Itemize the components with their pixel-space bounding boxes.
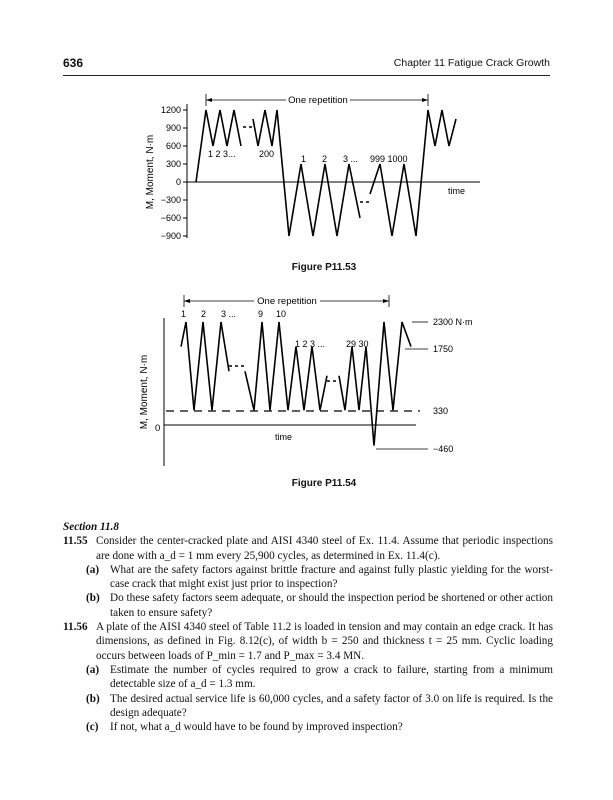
figure-caption: Figure P11.53 <box>291 262 357 273</box>
y-tick-label: −900 <box>160 231 181 241</box>
valley-label: 999 1000 <box>370 154 408 164</box>
cycle-label: 3 ... <box>221 309 237 319</box>
problem-part <box>86 663 553 692</box>
y-tick-label: −300 <box>160 195 181 205</box>
level-label-330: 330 <box>433 406 449 416</box>
figure-caption: Figure P11.54 <box>291 478 357 489</box>
running-head: Chapter 11 Fatigue Crack Growth <box>393 57 550 69</box>
cycle-label-200: 200 <box>259 149 275 159</box>
y-tick-label: 600 <box>165 141 181 151</box>
part-text: Estimate the number of cycles required to grow a crack to failure, starting from a minimum detectable size of a_d = 1.3 mm. <box>110 663 553 691</box>
part-text: What are the safety factors against brittle fracture and against fully plastic yielding for the worst-case crack that might exist just prior to inspection? <box>110 563 553 591</box>
part-text: Do these safety factors seem adequate, or should the inspection period be shortened or other action taken to ensure safety? <box>110 592 553 619</box>
problem-number: 11.56 <box>63 621 88 634</box>
load-history-line <box>245 322 327 410</box>
problem-section <box>63 520 553 734</box>
problem-text: A plate of the AISI 4340 steel of Table 11.2 is loaded in tension and may contain an edge crack. It has dimensions, as defined in Fig. 8.12(c), of width b = 250 and thickness t = 25 mm. Cyclic loading occurs between loads of P_min = 1.7 and P_max = 3.4 MN. <box>96 621 553 662</box>
load-history-line <box>370 110 456 236</box>
repetition-label: One repetition <box>288 95 348 106</box>
load-history-line <box>181 322 229 410</box>
cycle-labels: 1 2 3... <box>208 149 236 159</box>
problem-part <box>86 563 553 592</box>
part-label: (b) <box>86 692 100 705</box>
problem-part <box>86 720 553 734</box>
repetition-label: One repetition <box>257 296 317 307</box>
zero-label: 0 <box>155 423 161 434</box>
y-axis-label: M, Moment, N·m <box>145 134 156 210</box>
part-label: (a) <box>86 663 100 676</box>
level-label-1750: 1750 <box>433 344 454 354</box>
problem-11-56 <box>63 620 553 663</box>
part-label: (b) <box>86 592 100 605</box>
level-label-2300: 2300 N·m <box>433 317 473 327</box>
valley-label: 1 <box>301 154 307 164</box>
problem-part <box>86 591 553 620</box>
part-label: (a) <box>86 563 100 576</box>
load-history-line <box>196 110 241 182</box>
y-ticks <box>161 105 187 241</box>
part-text: The desired actual service life is 60,000 cycles, and a safety factor of 3.0 on life is required. Is the design adequate? <box>110 692 553 719</box>
valley-label: 3 ... <box>343 154 359 164</box>
cycle-label: 1 <box>181 309 187 319</box>
cycle-label: 2 <box>201 309 207 319</box>
level-label-neg460: −460 <box>433 444 454 454</box>
cycle-label: 1 2 3 ... <box>295 339 326 349</box>
valley-label: 2 <box>322 154 328 164</box>
x-axis-label: time <box>448 186 466 196</box>
x-axis-label: time <box>275 432 293 442</box>
y-tick-label: 900 <box>165 123 181 133</box>
problem-text: Consider the center-cracked plate and AISI 4340 steel of Ex. 11.4. Assume that periodic inspections are done with a_d = 1 mm every 25,900 cycles, as determined in Ex. 11.4(c). <box>96 535 553 562</box>
load-history-line <box>253 110 360 236</box>
y-tick-label: 1200 <box>160 105 181 115</box>
y-tick-label: 300 <box>165 159 181 169</box>
y-tick-label: 0 <box>175 177 181 187</box>
y-tick-label: −600 <box>160 213 181 223</box>
cycle-label: 29 30 <box>346 339 369 349</box>
part-label: (c) <box>86 721 99 734</box>
page-number: 636 <box>63 56 84 70</box>
y-axis-label: M, Moment, N·m <box>139 354 150 430</box>
part-text: If not, what a_d would have to be found by improved inspection? <box>110 721 403 734</box>
problem-11-55 <box>63 534 553 563</box>
cycle-label: 10 <box>276 309 287 319</box>
section-title: Section 11.8 <box>63 521 119 533</box>
cycle-label: 9 <box>258 309 264 319</box>
problem-part <box>86 692 553 721</box>
problem-number: 11.55 <box>63 535 88 548</box>
